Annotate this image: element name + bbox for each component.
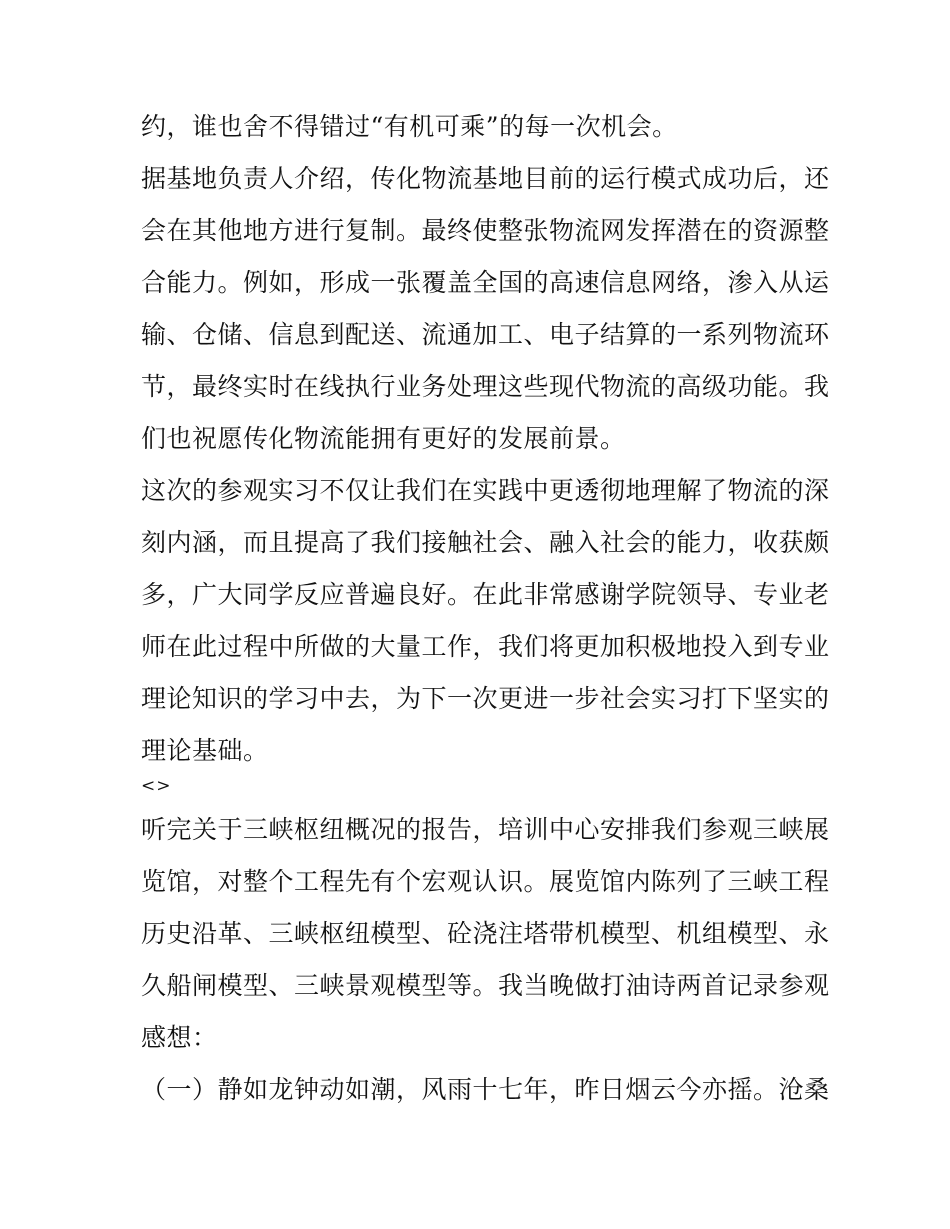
text-line-19: 感想： — [141, 1023, 218, 1052]
text-line-17: 历史沿革、三峡枢纽模型、砼浇注塔带机模型、机组模型、永 — [141, 919, 830, 948]
text-line-10: 多，广大同学反应普遍良好。在此非常感谢学院领导、专业老 — [141, 580, 830, 609]
marker-line: <> — [141, 776, 172, 796]
text-line-1: 约，谁也舍不得错过“有机可乘”的每一次机会。 — [141, 112, 678, 141]
text-line-8: 这次的参观实习不仅让我们在实践中更透彻地理解了物流的深 — [141, 476, 830, 505]
text-line-2: 据基地负责人介绍，传化物流基地目前的运行模式成功后，还 — [141, 164, 830, 193]
text-line-15: 听完关于三峡枢纽概况的报告，培训中心安排我们参观三峡展 — [141, 815, 830, 844]
text-line-9: 刻内涵，而且提高了我们接触社会、融入社会的能力，收获颇 — [141, 528, 830, 557]
text-line-3: 会在其他地方进行复制。最终使整张物流网发挥潜在的资源整 — [141, 216, 830, 245]
text-line-7: 们也祝愿传化物流能拥有更好的发展前景。 — [141, 424, 626, 453]
text-line-20: （一）静如龙钟动如潮，风雨十七年，昨日烟云今亦摇。沧桑 — [141, 1075, 830, 1104]
text-line-11: 师在此过程中所做的大量工作，我们将更加积极地投入到专业 — [141, 632, 830, 661]
text-line-6: 节，最终实时在线执行业务处理这些现代物流的高级功能。我 — [141, 372, 830, 401]
text-line-5: 输、仓储、信息到配送、流通加工、电子结算的一系列物流环 — [141, 320, 830, 349]
text-line-4: 合能力。例如，形成一张覆盖全国的高速信息网络，渗入从运 — [141, 268, 830, 297]
text-line-13: 理论基础。 — [141, 736, 269, 765]
text-line-12: 理论知识的学习中去，为下一次更进一步社会实习打下坚实的 — [141, 684, 830, 713]
text-line-16: 览馆，对整个工程先有个宏观认识。展览馆内陈列了三峡工程 — [141, 867, 830, 896]
text-line-18: 久船闸模型、三峡景观模型等。我当晚做打油诗两首记录参观 — [141, 971, 830, 1000]
